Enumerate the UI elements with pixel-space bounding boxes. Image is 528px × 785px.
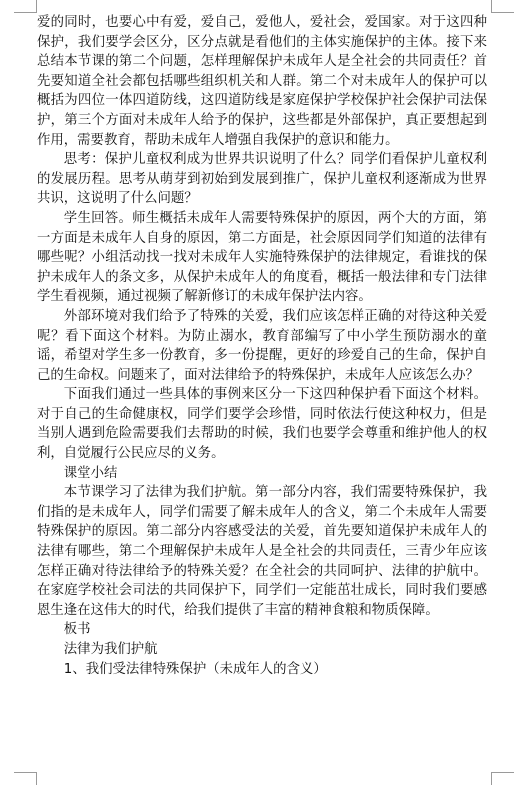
crop-mark-top-right: [491, 0, 514, 13]
paragraph-external-care: 外部环境对我们给予了特殊的关爱，我们应该怎样正确的对待这种关爱呢？看下面这个材料。为防止溺水，教育部编写了中小学生预防溺水的童谣，希望对学生多一份教育，多一份提醒，更好的珍爱自己的生命，保护自己的生命权。问题来了，面对法律给予的特殊保护，未成年人应该怎么办？: [37, 308, 487, 383]
document-body: [37, 13, 487, 679]
paragraph-examples: 下面我们通过一些具体的事例来区分一下这四种保护看下面这个材料。对于自己的生命健康权，同学们要学会珍惜，同时依法行使这种权力，但是当别人遇到危险需要我们去帮助的时候，我们也要学会尊重和维护他人的权利，自觉履行公民应尽的义务。: [37, 387, 487, 462]
paragraph-continuation: 爱的同时，也要心中有爱，爱自己，爱他人，爱社会，爱国家。对于这四种保护，我们要学会区分，区分点就是看他们的主体实施保护的主体。接下来总结本节课的第二个问题，怎样理解保护未成年人是全社会的共同责任？首先要知道全社会都包括哪些组织机关和人群。第二个对未成年人的保护可以概括为四位一体四道防线，这四道防线是家庭保护学校保护社会保护司法保护，第三个方面对未成年人给予的保护，这些都是外部保护，真正要想起到作用，需要教育，帮助未成年人增强自我保护的意识和能力。: [37, 15, 487, 148]
paragraph-summary: 本节课学习了法律为我们护航。第一部分内容，我们需要特殊保护，我们指的是未成年人，同学们需要了解未成年人的含义，第二个未成年人需要特殊保护的原因。第二部分内容感受法的关爱，首先要知道保护未成年人的法律有哪些，第二个理解保护未成年人是全社会的共同责任，三青少年应该怎样正确对待法律给予的特殊关爱？在全社会的共同呵护、法律的护航中。在家庭学校社会司法的共同保护下，同学们一定能茁壮成长，同时我们要感恩生逢在这伟大的时代，给我们提供了丰富的精神食粮和物质保障。: [37, 485, 487, 618]
paragraph-student-answer: 学生回答。师生概括未成年人需要特殊保护的原因，两个大的方面，第一方面是未成年人自身的原因，第二方面是，社会原因同学们知道的法律有哪些呢？小组活动找一找对未成年人实施特殊保护的法律规定，看谁找的保护未成年人的条文多，从保护未成年人的角度看，概括一般法律和专门法律学生看视频，通过视频了解新修订的未成年保护法内容。: [37, 210, 487, 305]
paragraph-thinking-question: 思考：保护儿童权利成为世界共识说明了什么？同学们看保护儿童权利的发展历程。思考从萌芽到初始到发展到推广，保护儿童权利逐渐成为世界共识，这说明了什么问题？: [37, 152, 487, 207]
heading-class-summary: 课堂小结: [63, 465, 118, 481]
blackboard-title: 法律为我们护航: [63, 642, 158, 657]
heading-blackboard: 板书: [63, 622, 91, 638]
crop-mark-bottom-right: [491, 772, 514, 785]
blackboard-item-1: 1、我们受法律特殊保护（未成年人的含义）: [63, 661, 327, 677]
crop-mark-bottom-left: [14, 772, 37, 785]
crop-mark-top-left: [14, 0, 37, 13]
